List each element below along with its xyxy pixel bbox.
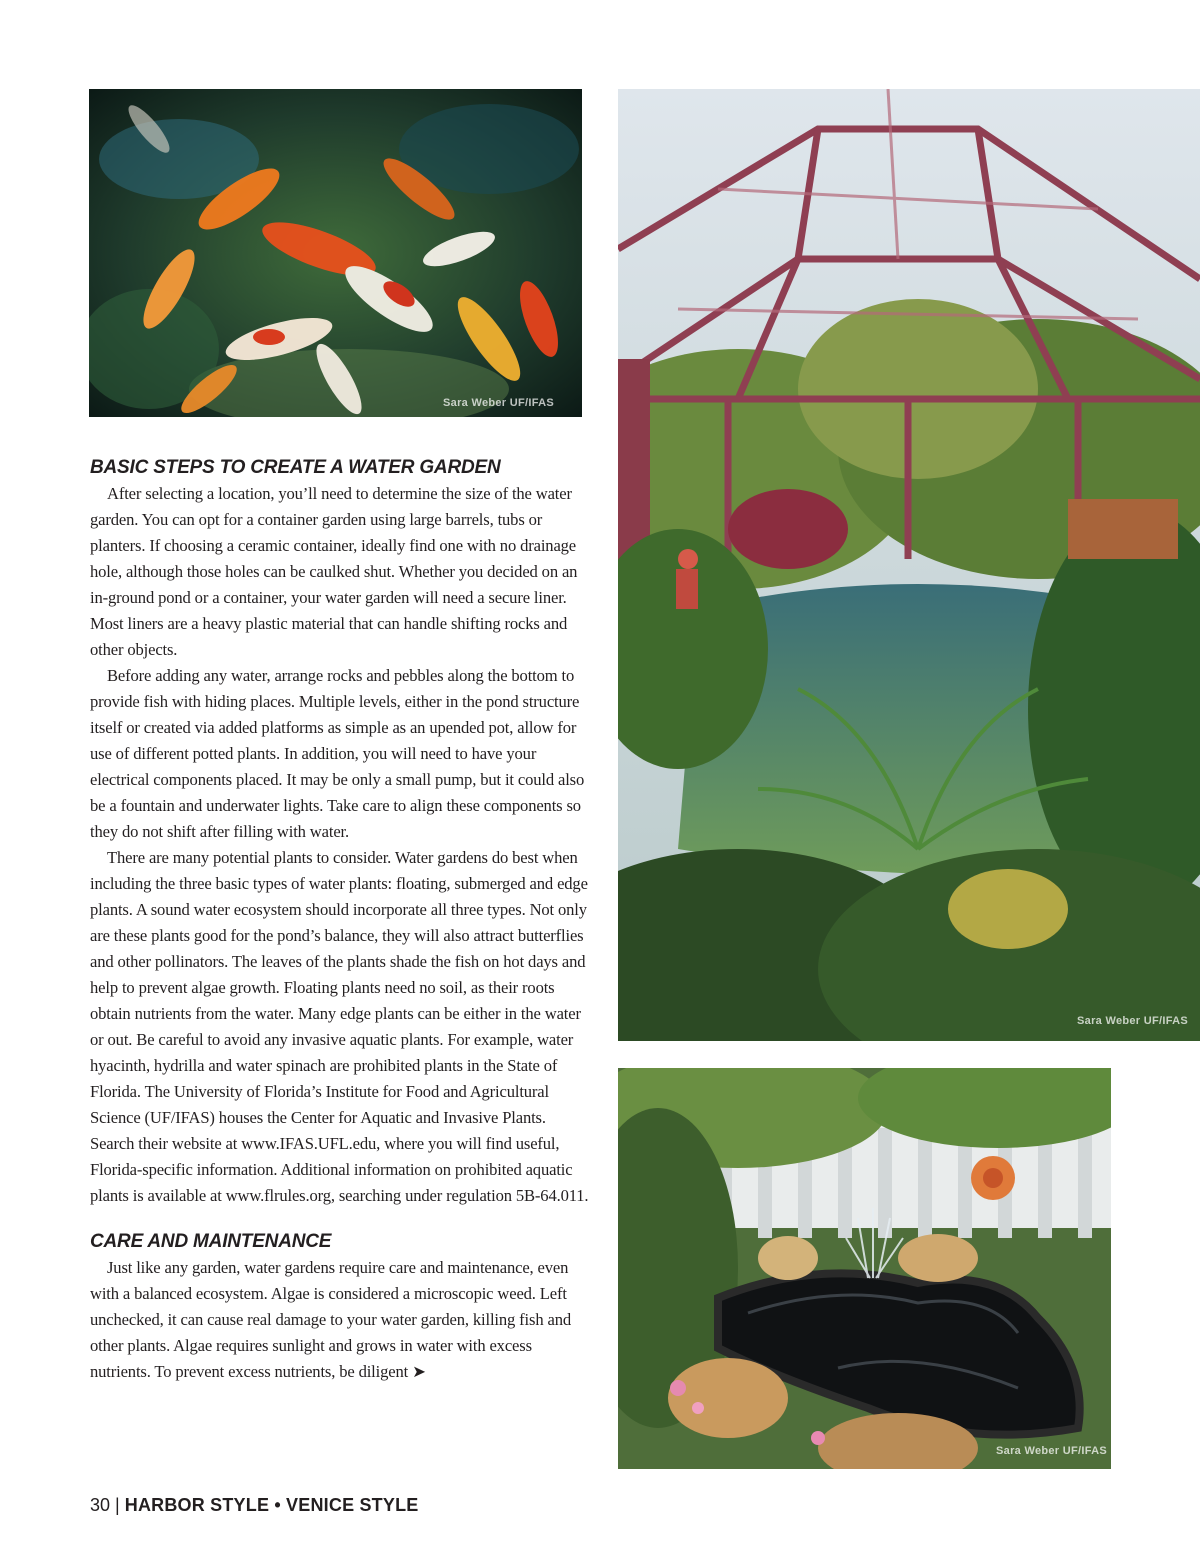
section-heading-care-maintenance: CARE AND MAINTENANCE xyxy=(90,1231,332,1252)
photo-credit: Sara Weber UF/IFAS xyxy=(443,397,554,409)
koi-pond-icon xyxy=(89,89,582,417)
koi-pond-photo xyxy=(89,89,582,417)
screened-pond-icon xyxy=(618,89,1200,1041)
section-heading-basic-steps: BASIC STEPS TO CREATE A WATER GARDEN xyxy=(90,457,501,478)
page-footer xyxy=(90,1495,418,1516)
photo-credit: Sara Weber UF/IFAS xyxy=(1077,1015,1188,1027)
paragraph: Just like any garden, water gardens require care and maintenance, even with a balanced ecosystem. Algae is considered a microscopic weed. Left unchecked, it can cause real damage to your water garden, killing fish and other plants. Algae requires sunlight and grows in water with excess nutrients. To prevent excess nutrients, be diligent ➤ xyxy=(90,1258,571,1381)
photo-credit: Sara Weber UF/IFAS xyxy=(996,1445,1107,1457)
container-pond-photo xyxy=(618,1068,1111,1469)
container-pond-icon xyxy=(618,1068,1111,1469)
paragraph: After selecting a location, you’ll need to determine the size of the water garden. You can opt for a container garden using large barrels, tubs or planters. If choosing a ceramic container, ideally find one with no drainage hole, although those holes can be caulked shut. Whether you decided on an in-ground pond or a container, your water garden will need a secure liner. Most liners are a heavy plastic material that can handle shifting rocks and other objects. xyxy=(90,484,578,659)
page-number: 30 xyxy=(90,1495,111,1515)
magazine-name: HARBOR STYLE • VENICE STYLE xyxy=(124,1495,419,1515)
paragraph: Before adding any water, arrange rocks and pebbles along the bottom to provide fish with hiding places. Multiple levels, either in the pond structure itself or created via added platforms as simple as an upended pot, allow for use of different potted plants. In addition, you will need to have your electrical components placed. It may be only a small pump, but it could also be a fountain and underwater lights. Take care to align these components so they do not shift after filling with water. xyxy=(90,666,585,841)
article-body xyxy=(90,457,590,1385)
footer-separator: | xyxy=(115,1495,120,1515)
paragraph: There are many potential plants to consider. Water gardens do best when including the three basic types of water plants: floating, submerged and edge plants. A sound water ecosystem should incorporate all three types. Not only are these plants good for the pond’s balance, they will also attract butterflies and other pollinators. The leaves of the plants shade the fish on hot days and help to prevent algae growth. Floating plants need no soil, as their roots obtain nutrients from the water. Many edge plants can be either in the water or out. Be careful to avoid any invasive aquatic plants. For example, water hyacinth, hydrilla and water spinach are prohibited plants in the State of Florida. The University of Florida’s Institute for Food and Agricultural Science (UF/IFAS) houses the Center for Aquatic and Invasive Plants. Search their website at www.IFAS.UFL.edu, where you will find useful, Florida-specific information. Additional information on prohibited aquatic plants is available at www.flrules.org, searching under regulation 5B-64.011. xyxy=(90,848,589,1205)
screened-pond-photo xyxy=(618,89,1200,1041)
